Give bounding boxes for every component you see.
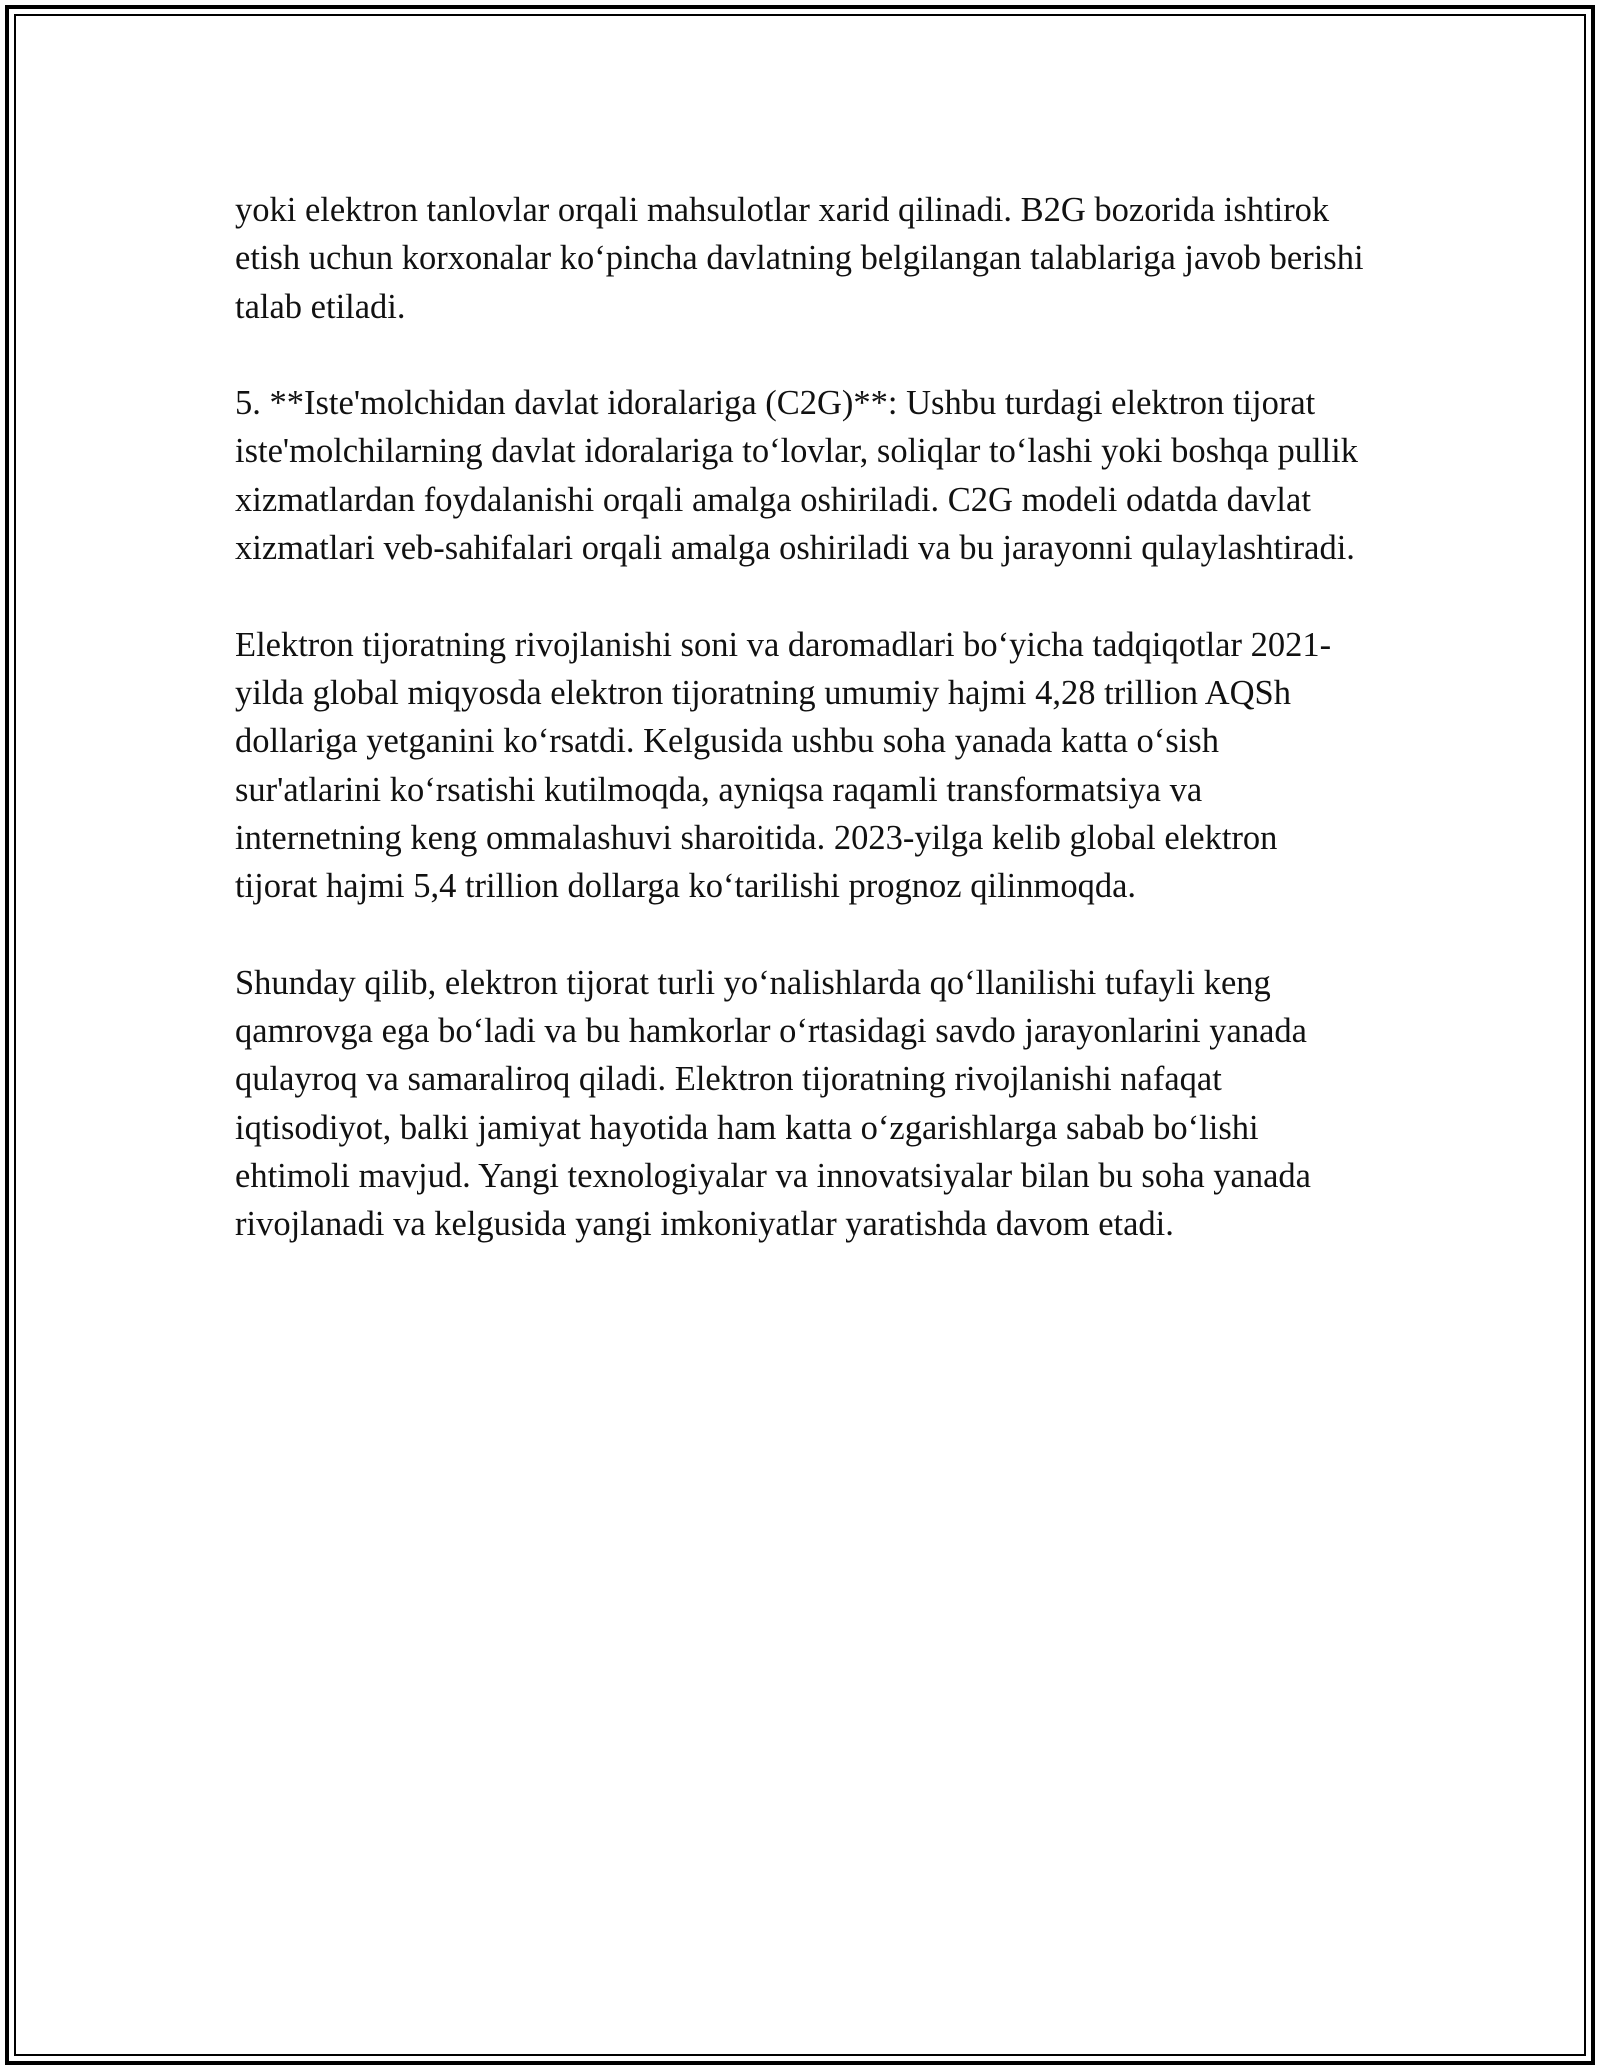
paragraph-c2g: 5. **Iste'molchidan davlat idoralariga (C2G)**: Ushbu turdagi elektron tijorat iste'molchilarning davlat idoralariga toʻlovlar, soliqlar toʻlashi yoki boshqa pullik xizmatlardan foydalanishi orqali amalga oshiriladi. C2G modeli odatda davlat xizmatlari veb-sahifalari orqali amalga oshiriladi va bu jarayonni qulaylashtiradi.	[235, 384, 1358, 568]
paragraph-conclusion: Shunday qilib, elektron tijorat turli yoʻnalishlarda qoʻllanilishi tufayli keng qamrovga ega boʻladi va bu hamkorlar oʻrtasidagi savdo jarayonlarini yanada qulayroq va samaraliroq qiladi. Elektron tijoratning rivojlanishi nafaqat iqtisodiyot, balki jamiyat hayotida ham katta oʻzgarishlarga sabab boʻlishi ehtimoli mavjud. Yangi texnologiyalar va innovatsiyalar bilan bu soha yanada rivojlanadi va kelgusida yangi imkoniyatlar yaratishda davom etadi.	[235, 963, 1311, 1244]
document-body	[235, 186, 1365, 1249]
paragraph-b2g-continuation: yoki elektron tanlovlar orqali mahsulotlar xarid qilinadi. B2G bozorida ishtirok etish uchun korxonalar koʻpincha davlatning belgilangan talablariga javob berishi talab etiladi.	[235, 191, 1364, 326]
paragraph-ecommerce-growth: Elektron tijoratning rivojlanishi soni va daromadlari boʻyicha tadqiqotlar 2021-yilda global miqyosda elektron tijoratning umumiy hajmi 4,28 trillion AQSh dollariga yetganini koʻrsatdi. Kelgusida ushbu soha yanada katta oʻsish sur'atlarini koʻrsatishi kutilmoqda, ayniqsa raqamli transformatsiya va internetning keng ommalashuvi sharoitida. 2023-yilga kelib global elektron tijorat hajmi 5,4 trillion dollarga koʻtarilishi prognoz qilinmoqda.	[235, 625, 1332, 906]
